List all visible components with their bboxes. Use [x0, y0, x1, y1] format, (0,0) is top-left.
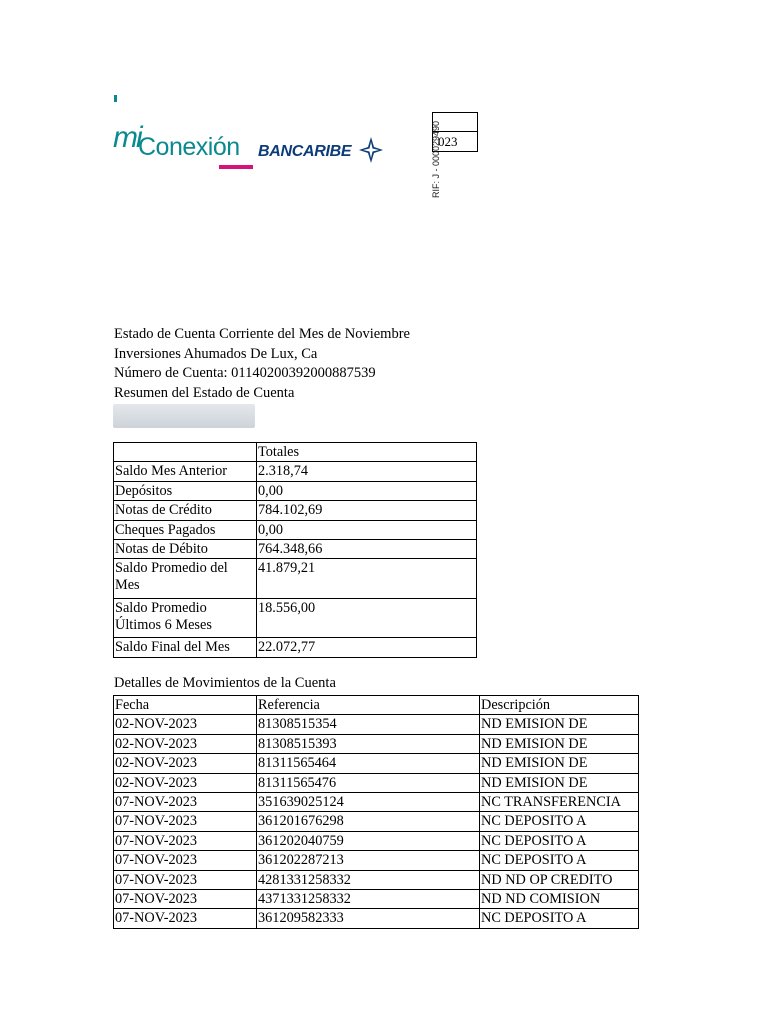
- summary-label: Saldo Mes Anterior: [114, 462, 257, 481]
- referencia-cell: 81311565476: [257, 773, 480, 792]
- descripcion-text: ND ND OP CREDITO: [481, 871, 613, 888]
- summary-value: 41.879,21: [257, 559, 477, 599]
- referencia-cell: 351639025124: [257, 792, 480, 811]
- summary-row: [114, 520, 477, 539]
- descripcion-cell: [480, 792, 639, 811]
- bank-logo: [113, 95, 403, 185]
- fecha-cell: 02-NOV-2023: [114, 734, 257, 753]
- summary-row: [114, 481, 477, 500]
- descripcion-cell: [480, 831, 639, 850]
- summary-value: 22.072,77: [257, 638, 477, 657]
- fecha-cell: 07-NOV-2023: [114, 792, 257, 811]
- referencia-cell: 4281331258332: [257, 870, 480, 889]
- fecha-cell: 02-NOV-2023: [114, 773, 257, 792]
- referencia-cell: 81308515393: [257, 734, 480, 753]
- rif-box-fragment: 023: [438, 134, 458, 149]
- descripcion-text: NC DEPOSITO A: [481, 832, 587, 849]
- statement-title: Estado de Cuenta Corriente del Mes de Noviembre: [114, 326, 410, 342]
- referencia-cell: 4371331258332: [257, 889, 480, 908]
- referencia-cell: 81308515354: [257, 715, 480, 734]
- details-header-row: [114, 696, 639, 715]
- summary-header-cell: [114, 443, 257, 462]
- descripcion-text: NC DEPOSITO A: [481, 852, 587, 869]
- descripcion-text: ND ND COMISION: [481, 890, 601, 907]
- table-row: [114, 754, 639, 773]
- fecha-cell: 07-NOV-2023: [114, 812, 257, 831]
- descripcion-cell: [480, 909, 639, 928]
- logo-underline: [219, 165, 253, 169]
- fecha-cell: 02-NOV-2023: [114, 715, 257, 734]
- summary-header-cell: Totales: [257, 443, 477, 462]
- descripcion-text: ND EMISION DE: [481, 755, 588, 772]
- summary-label: Cheques Pagados: [114, 520, 257, 539]
- logo-conexion-text: Conexión: [138, 133, 240, 161]
- summary-label: Notas de Débito: [114, 539, 257, 558]
- summary-label: Depósitos: [114, 481, 257, 500]
- descripcion-text: NC DEPOSITO A: [481, 813, 587, 830]
- table-row: [114, 870, 639, 889]
- descripcion-cell: [480, 851, 639, 870]
- logo-bancaribe-text: BANCARIBE: [258, 143, 352, 160]
- table-row: [114, 889, 639, 908]
- column-header-descripcion: Descripción: [480, 696, 639, 715]
- details-title: Detalles de Movimientos de la Cuenta: [114, 675, 336, 691]
- referencia-cell: 81311565464: [257, 754, 480, 773]
- table-row: [114, 715, 639, 734]
- statement-header: [114, 325, 410, 404]
- referencia-cell: 361202040759: [257, 831, 480, 850]
- descripcion-text: ND EMISION DE: [481, 774, 588, 791]
- summary-row: [114, 539, 477, 558]
- summary-value: 0,00: [257, 520, 477, 539]
- descripcion-text: NC TRANSFERENCIA: [481, 793, 621, 810]
- column-header-referencia: Referencia: [257, 696, 480, 715]
- summary-row: [114, 501, 477, 520]
- descripcion-cell: [480, 870, 639, 889]
- summary-table: [113, 442, 477, 658]
- table-row: [114, 812, 639, 831]
- summary-header-row: [114, 443, 477, 462]
- table-row: [114, 909, 639, 928]
- fecha-cell: 02-NOV-2023: [114, 754, 257, 773]
- table-row: [114, 734, 639, 753]
- summary-label: Saldo Final del Mes: [114, 638, 257, 657]
- descripcion-cell: [480, 812, 639, 831]
- summary-label: Saldo Promedio Últimos 6 Meses: [114, 598, 257, 638]
- column-header-fecha: Fecha: [114, 696, 257, 715]
- table-row: [114, 773, 639, 792]
- descripcion-cell: [480, 715, 639, 734]
- descripcion-text: ND EMISION DE: [481, 716, 588, 733]
- referencia-cell: 361201676298: [257, 812, 480, 831]
- summary-row: [114, 598, 477, 638]
- summary-label: Notas de Crédito: [114, 501, 257, 520]
- company-name: Inversiones Ahumados De Lux, Ca: [114, 345, 318, 362]
- descripcion-text: NC DEPOSITO A: [481, 910, 587, 927]
- table-row: [114, 851, 639, 870]
- account-number: Número de Cuenta: 01140200392000887539: [114, 365, 376, 382]
- descripcion-cell: [480, 754, 639, 773]
- descripcion-cell: [480, 734, 639, 753]
- grey-bar: [113, 404, 255, 428]
- summary-value: 764.348,66: [257, 539, 477, 558]
- fecha-cell: 07-NOV-2023: [114, 870, 257, 889]
- table-row: [114, 831, 639, 850]
- summary-value: 2.318,74: [257, 462, 477, 481]
- referencia-cell: 361202287213: [257, 851, 480, 870]
- fecha-cell: 07-NOV-2023: [114, 889, 257, 908]
- summary-value: 784.102,69: [257, 501, 477, 520]
- descripcion-cell: [480, 773, 639, 792]
- descripcion-text: ND EMISION DE: [481, 735, 588, 752]
- details-table: [113, 695, 639, 929]
- logo-mi-text: mi: [113, 121, 141, 154]
- summary-row: [114, 462, 477, 481]
- summary-label: Saldo Promedio del Mes: [114, 559, 257, 599]
- fecha-cell: 07-NOV-2023: [114, 851, 257, 870]
- fecha-cell: 07-NOV-2023: [114, 909, 257, 928]
- summary-row: [114, 559, 477, 599]
- summary-title: Resumen del Estado de Cuenta: [114, 385, 295, 402]
- rif-label: RIF: J - 000029490: [431, 120, 441, 198]
- summary-value: 0,00: [257, 481, 477, 500]
- compass-star-icon: [359, 137, 383, 163]
- descripcion-cell: [480, 889, 639, 908]
- fecha-cell: 07-NOV-2023: [114, 831, 257, 850]
- table-row: [114, 792, 639, 811]
- logo-accent-mark: [114, 95, 117, 102]
- referencia-cell: 361209582333: [257, 909, 480, 928]
- summary-value: 18.556,00: [257, 598, 477, 638]
- summary-row: [114, 638, 477, 657]
